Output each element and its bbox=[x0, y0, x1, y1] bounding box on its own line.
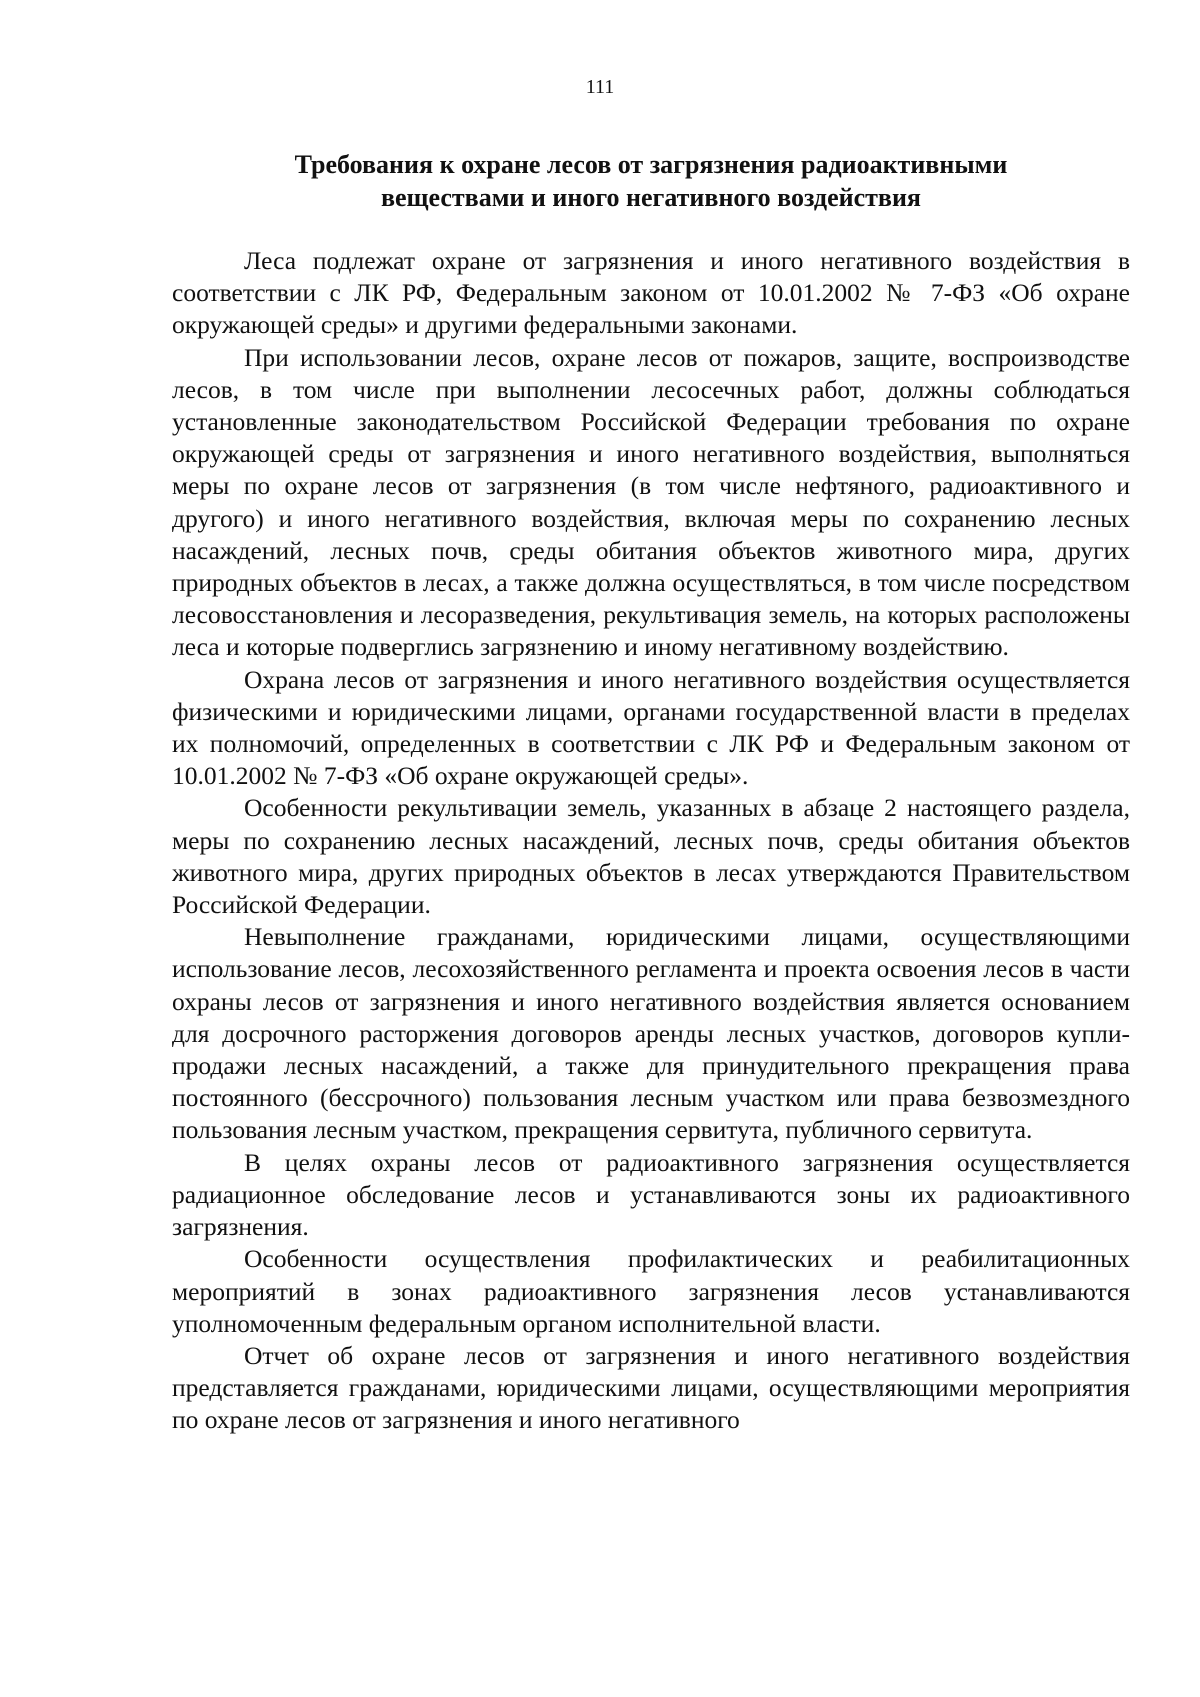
paragraph: В целях охраны лесов от радиоактивного загрязнения осуществляется радиационное обследование лесов и устанавливаются зоны их радиоактивного загрязнения. bbox=[172, 1147, 1130, 1242]
page-number: 111 bbox=[585, 76, 615, 98]
body-text bbox=[172, 245, 1130, 1437]
paragraph: При использовании лесов, охране лесов от пожаров, защите, воспроизводстве лесов, в том числе при выполнении лесосечных работ, должны соблюдаться установленные законодательством Российской Федерации требования по охране окружающей среды от загрязнения и иного негативного воздействия, выполняться меры по охране лесов от загрязнения (в том числе нефтяного, радиоактивного и другого) и иного негативного воздействия, включая меры по сохранению лесных насаждений, лесных почв, среды обитания объектов животного мира, других природных объектов в лесах, а также должна осуществляться, в том числе посредством лесовосстановления и лесоразведения, рекультивация земель, на которых расположены леса и которые подверглись загрязнению и иному негативному воздействию. bbox=[172, 342, 1130, 662]
paragraph: Невыполнение гражданами, юридическими лицами, осуществляющими использование лесов, лесохозяйственного регламента и проекта освоения лесов в части охраны лесов от загрязнения и иного негативного воздействия является основанием для досрочного расторжения договоров аренды лесных участков, договоров купли-продажи лесных насаждений, а также для принудительного прекращения права постоянного (бессрочного) пользования лесным участком или права безвозмездного пользования лесным участком, прекращения сервитута, публичного сервитута. bbox=[172, 922, 1130, 1145]
paragraph: Особенности осуществления профилактических и реабилитационных мероприятий в зонах радиоактивного загрязнения лесов устанавливаются уполномоченным федеральным органом исполнительной власти. bbox=[172, 1244, 1130, 1338]
section-title bbox=[172, 148, 1130, 214]
section-title-line: веществами и иного негативного воздействия bbox=[380, 183, 922, 212]
section-title-line: Требования к охране лесов от загрязнения радиоактивными bbox=[294, 150, 1008, 179]
paragraph: Отчет об охране лесов от загрязнения и иного негативного воздействия представляется гражданами, юридическими лицами, осуществляющими мероприятия по охране лесов от загрязнения и иного негативного bbox=[172, 1340, 1130, 1435]
paragraph: Охрана лесов от загрязнения и иного негативного воздействия осуществляется физическими и юридическими лицами, органами государственной власти в пределах их полномочий, определенных в соответствии с ЛК РФ и Федеральным законом от 10.01.2002 № 7-ФЗ «Об охране окружающей среды». bbox=[172, 664, 1130, 791]
paragraph: Леса подлежат охране от загрязнения и иного негативного воздействия в соответствии с ЛК РФ, Федеральным законом от 10.01.2002 № 7-ФЗ «Об охране окружающей среды» и другими федеральными законами. bbox=[172, 246, 1130, 340]
paragraph: Особенности рекультивации земель, указанных в абзаце 2 настоящего раздела, меры по сохранению лесных насаждений, лесных почв, среды обитания объектов животного мира, других природных объектов в лесах утверждаются Правительством Российской Федерации. bbox=[172, 793, 1130, 920]
